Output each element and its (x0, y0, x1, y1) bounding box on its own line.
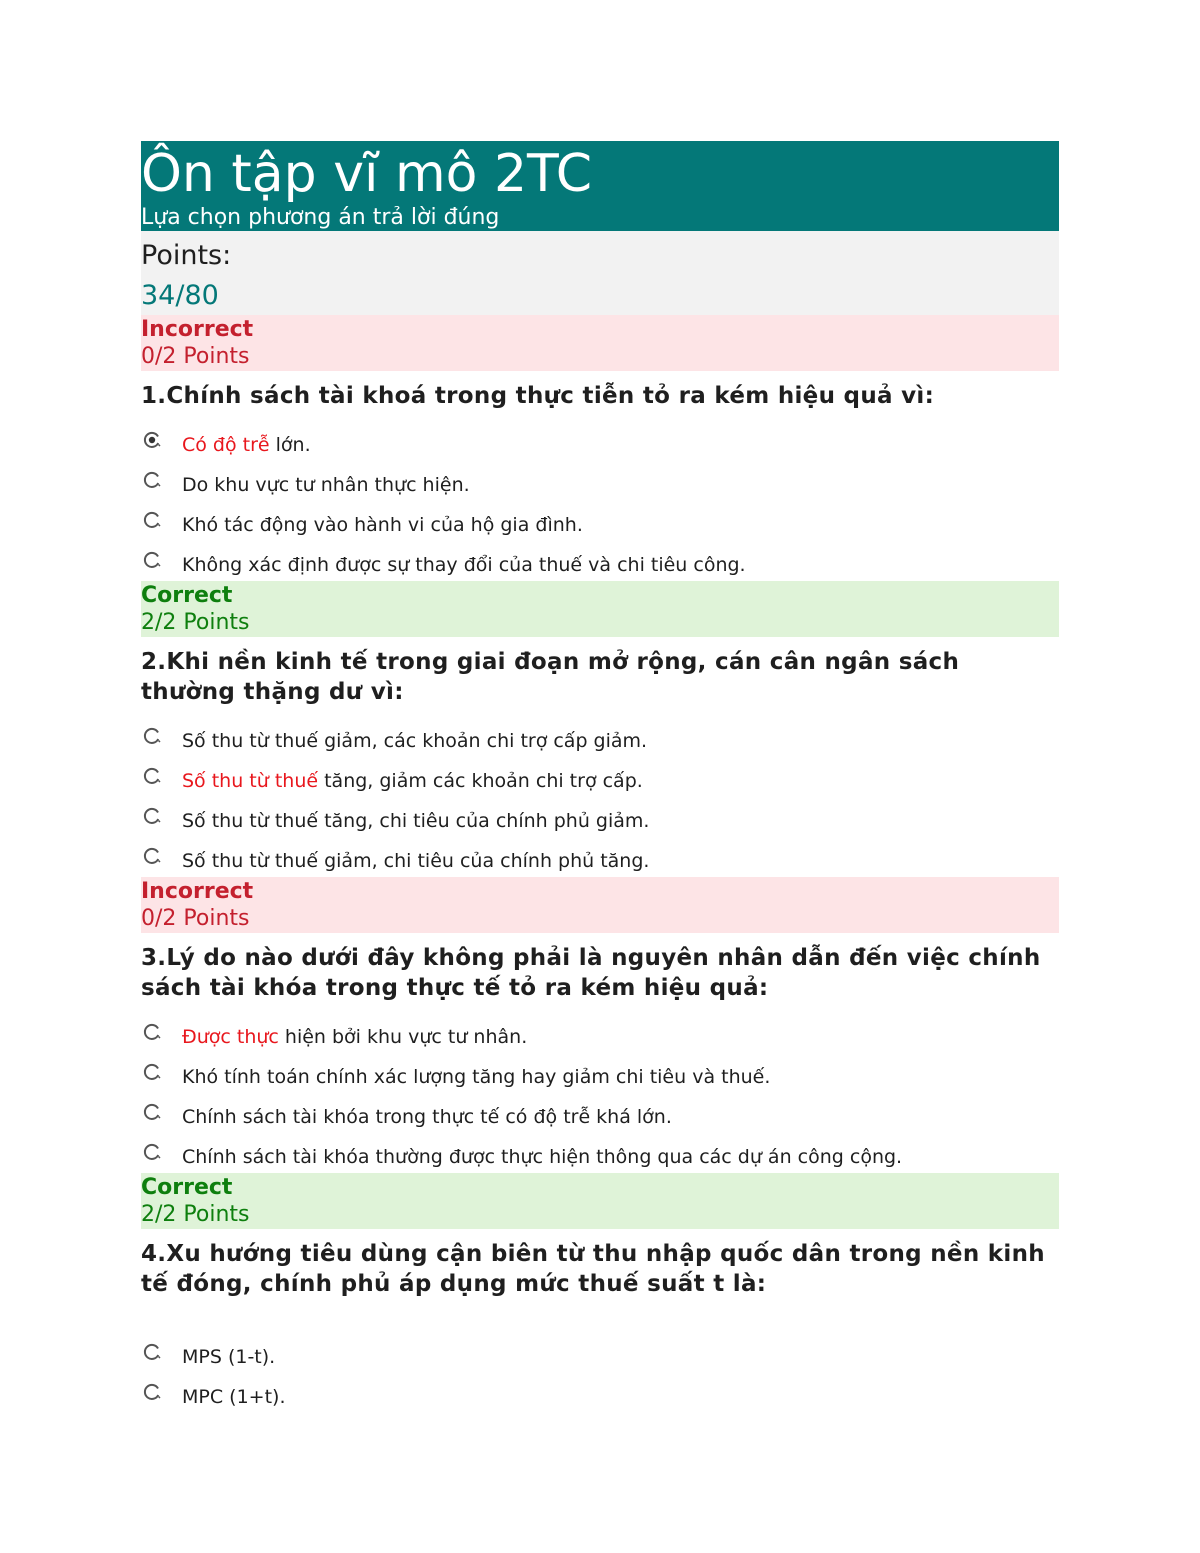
quiz-subtitle: Lựa chọn phương án trả lời đúng (141, 205, 500, 230)
option-text: MPS (1-t). (182, 1346, 276, 1368)
answer-option[interactable] (141, 837, 1059, 877)
question-text: 3.Lý do nào dưới đây không phải là nguyên nhân dẫn đến việc chính sách tài khóa trong thực tế tỏ ra kém hiệu quả: (141, 945, 1041, 1001)
score-value: 34/80 (141, 280, 219, 311)
quiz-title: Ôn tập vĩ mô 2TC (141, 144, 593, 204)
option-text: Khó tính toán chính xác lượng tăng hay giảm chi tiêu và thuế. (182, 1066, 771, 1088)
quiz-header (141, 141, 1059, 231)
answer-option[interactable] (141, 421, 1059, 461)
option-label (182, 1013, 527, 1055)
answer-option[interactable] (141, 541, 1059, 581)
status-points: 0/2 Points (141, 344, 250, 369)
status-points: 0/2 Points (141, 906, 250, 931)
highlighted-answer-text: Được thực (182, 1026, 279, 1048)
option-label (182, 501, 583, 543)
radio-icon[interactable] (143, 463, 161, 481)
option-text: Chính sách tài khóa thường được thực hiện thông qua các dự án công cộng. (182, 1146, 903, 1168)
option-text: Không xác định được sự thay đổi của thuế và chi tiêu công. (182, 554, 746, 576)
option-label (182, 1053, 770, 1095)
radio-icon[interactable] (143, 1055, 161, 1073)
radio-icon[interactable] (143, 543, 161, 561)
option-label (182, 757, 643, 799)
radio-icon[interactable] (143, 503, 161, 521)
option-text: lớn. (269, 434, 311, 456)
radio-icon[interactable] (143, 1095, 161, 1113)
score-label: Points: (141, 240, 232, 271)
question-text: 4.Xu hướng tiêu dùng cận biên từ thu nhập quốc dân trong nền kinh tế đóng, chính phủ áp dụng mức thuế suất t là: (141, 1241, 1045, 1297)
answer-option[interactable] (141, 1013, 1059, 1053)
radio-icon[interactable] (143, 1375, 161, 1393)
radio-icon[interactable] (143, 1015, 161, 1033)
status-points: 2/2 Points (141, 1202, 250, 1227)
answer-option[interactable] (141, 1373, 1059, 1413)
answer-option[interactable] (141, 717, 1059, 757)
answer-option[interactable] (141, 757, 1059, 797)
radio-selected-icon[interactable] (143, 423, 161, 441)
option-label (182, 421, 311, 463)
option-label (182, 837, 649, 879)
option-text: Khó tác động vào hành vi của hộ gia đình. (182, 514, 583, 536)
option-text: Số thu từ thuế giảm, chi tiêu của chính phủ tăng. (182, 850, 650, 872)
option-text: Do khu vực tư nhân thực hiện. (182, 474, 470, 496)
option-label (182, 1373, 285, 1415)
answer-option[interactable] (141, 1333, 1059, 1373)
radio-icon[interactable] (143, 1135, 161, 1153)
status-points: 2/2 Points (141, 610, 250, 635)
answer-option[interactable] (141, 461, 1059, 501)
radio-icon[interactable] (143, 719, 161, 737)
option-label (182, 461, 470, 503)
score-panel (141, 231, 1059, 315)
option-text: MPC (1+t). (182, 1386, 286, 1408)
question-text: 1.Chính sách tài khoá trong thực tiễn tỏ ra kém hiệu quả vì: (141, 383, 935, 409)
answer-option[interactable] (141, 1053, 1059, 1093)
status-label: Incorrect (141, 879, 254, 904)
option-label (182, 1333, 275, 1375)
question-status-banner (141, 315, 1059, 371)
status-label: Incorrect (141, 317, 254, 342)
radio-icon[interactable] (143, 799, 161, 817)
option-list (141, 717, 1059, 877)
option-text: Số thu từ thuế giảm, các khoản chi trợ cấp giảm. (182, 730, 648, 752)
option-text: Chính sách tài khóa trong thực tế có độ trễ khá lớn. (182, 1106, 672, 1128)
quiz-page (141, 141, 1059, 1413)
option-list (141, 1333, 1059, 1413)
option-label (182, 541, 746, 583)
highlighted-answer-text: Có độ trễ (182, 434, 270, 456)
answer-option[interactable] (141, 1133, 1059, 1173)
option-label (182, 797, 649, 839)
option-label (182, 1093, 672, 1135)
question-status-banner (141, 581, 1059, 637)
question-text: 2.Khi nền kinh tế trong giai đoạn mở rộng, cán cân ngân sách thường thặng dư vì: (141, 649, 960, 705)
radio-icon[interactable] (143, 759, 161, 777)
option-text: Số thu từ thuế tăng, chi tiêu của chính phủ giảm. (182, 810, 650, 832)
option-text: hiện bởi khu vực tư nhân. (278, 1026, 528, 1048)
option-list (141, 421, 1059, 581)
answer-option[interactable] (141, 797, 1059, 837)
question-list (141, 315, 1059, 1413)
option-text: tăng, giảm các khoản chi trợ cấp. (318, 770, 643, 792)
option-label (182, 717, 647, 759)
option-list (141, 1013, 1059, 1173)
answer-option[interactable] (141, 1093, 1059, 1133)
option-label (182, 1133, 902, 1175)
radio-icon[interactable] (143, 1335, 161, 1353)
highlighted-answer-text: Số thu từ thuế (182, 770, 319, 792)
radio-icon[interactable] (143, 839, 161, 857)
status-label: Correct (141, 583, 233, 608)
status-label: Correct (141, 1175, 233, 1200)
question-status-banner (141, 877, 1059, 933)
question-status-banner (141, 1173, 1059, 1229)
answer-option[interactable] (141, 501, 1059, 541)
